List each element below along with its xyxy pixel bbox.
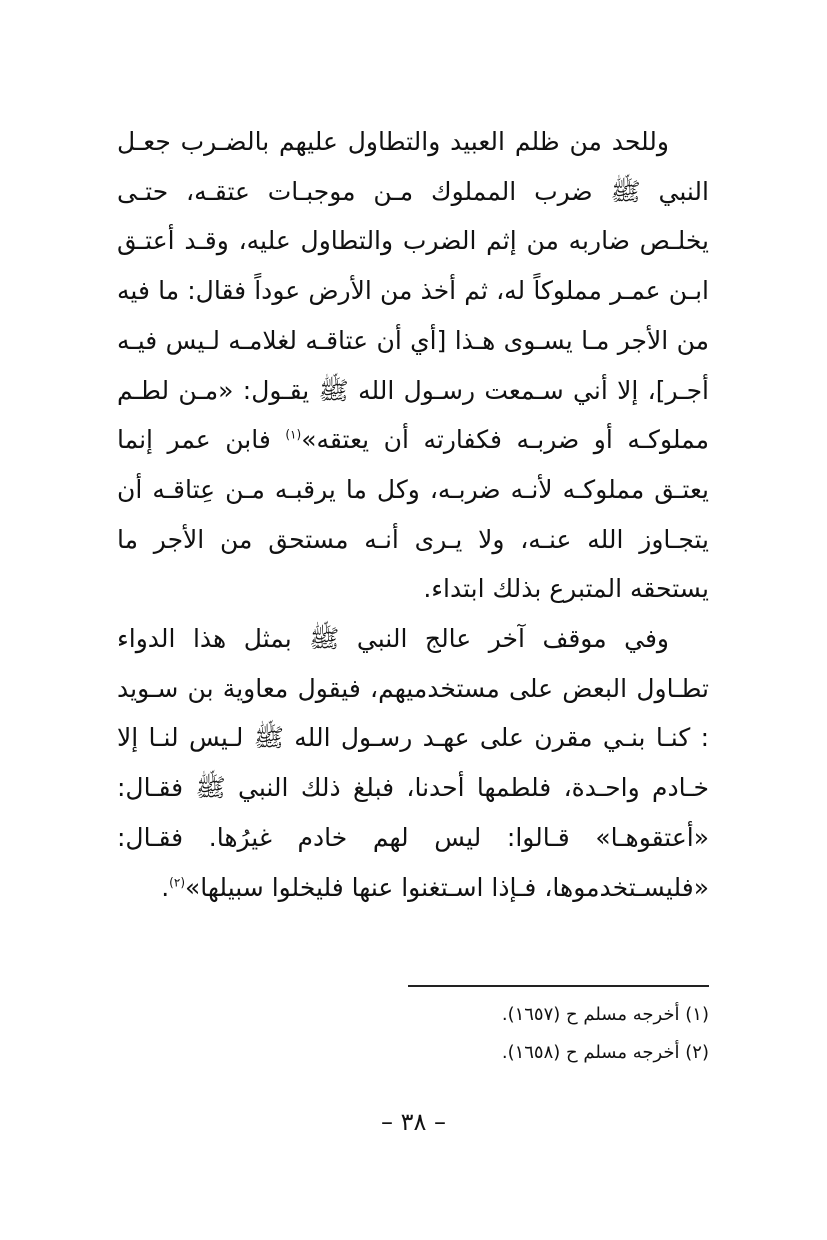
paragraph-2-text: وفي موقف آخر عالج النبي ﷺ بمثل هذا الدواء تطـاول البعض على مستخدميهم، فيقول معاوية بن سـويد : كنـا بنـي مقرن على عهـد رسـول الله ﷺ لـيس لنـا إلا خـادم واحـدة، فلطمها أحدنا، فبلغ ذلك النبي ﷺ فقـال: «أعتقوهـا» قـالوا: ليس لهم خادم غيرُها. فقـال: «فليسـتخدموها، فـإذا اسـتغنوا عنها فليخلوا سبيلها» (117, 624, 709, 902)
paragraph-1-text: وللحد من ظلم العبيد والتطاول عليهم بالضـرب جعـل النبي ﷺ ضرب المملوك مـن موجبـات عتقـه، حتـى يخلـص ضاربه من إثم الضرب والتطاول عليه، وقـد أعتـق ابـن عمـر مملوكاً له، ثم أخذ من الأرض عوداً فقال: ما فيه من الأجر مـا يسـوى هـذا [أي أن عتاقـه لغلامـه لـيس فيـه أجـر]، إلا أني سـمعت رسـول الله ﷺ يقـول: «مـن لطـم مملوكـه أو ضربـه فكفارته أن يعتقه» (117, 127, 709, 455)
paragraph-1-text-cont: فابن عمر إنما يعتـق مملوكـه لأنـه ضربـه، وكل ما يرقبـه مـن عِتاقـه أن يتجـاوز الله عنـه، ولا يـرى أنـه مستحق من الأجر ما يستحقه المتبرع بذلك ابتداء. (117, 425, 709, 604)
paragraph-2 (117, 614, 709, 912)
footnote-2: (٢) أخرجه مسلم ح (١٦٥٨). (501, 1042, 709, 1063)
paragraph-2-text-cont: . (161, 872, 170, 902)
footnote-divider (408, 985, 709, 987)
paragraph-1 (117, 117, 709, 614)
footnote-ref-2[interactable]: (٢) (169, 875, 185, 890)
footnotes (408, 996, 709, 1072)
page-body (117, 117, 709, 912)
footnote-ref-1[interactable]: (١) (285, 427, 302, 442)
page-number: – ٣٨ – (380, 1108, 447, 1136)
footnote-1: (١) أخرجه مسلم ح (١٦٥٧). (501, 1004, 709, 1025)
